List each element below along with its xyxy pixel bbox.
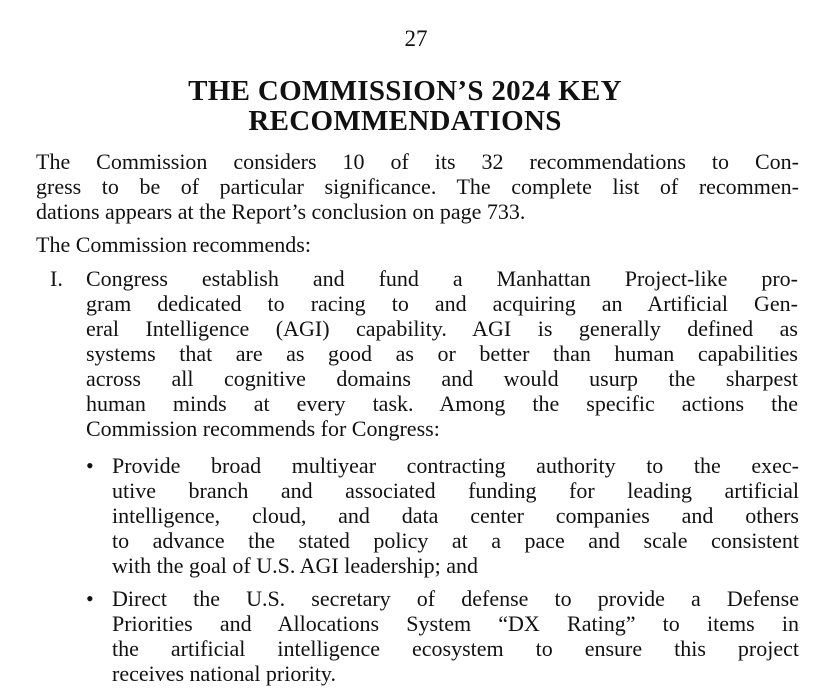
- recommendation-line-3: eral Intelligence (AGI) capability. AGI is generally defined as: [86, 316, 798, 341]
- bullet-dot-icon: •: [86, 453, 94, 478]
- bullet-1-line-3: intelligence, cloud, and data center companies and others: [112, 503, 799, 528]
- intro-paragraph: [36, 149, 799, 224]
- bullet-1-line-2: utive branch and associated funding for leading artificial: [112, 478, 799, 503]
- recommendation-numeral: I.: [50, 266, 63, 291]
- bullet-1-line-5: with the goal of U.S. AGI leadership; and: [112, 553, 478, 578]
- section-title-line-1: THE COMMISSION’S 2024 KEY: [188, 75, 622, 107]
- recommendation-line-5: across all cognitive domains and would usurp the sharpest: [86, 366, 798, 391]
- recommends-lead-in: [36, 232, 799, 257]
- recommendation-text: [86, 266, 798, 441]
- bullet-2-line-2: Priorities and Allocations System “DX Rating” to items in: [112, 611, 799, 636]
- recommendation-line-2: gram dedicated to racing to and acquiring an Artificial Gen-: [86, 291, 798, 316]
- recommendation-line-1: Congress establish and fund a Manhattan Project-like pro-: [86, 266, 798, 291]
- recommendation-line-7: Commission recommends for Congress:: [86, 416, 440, 441]
- bullet-2-line-4: receives national priority.: [112, 661, 336, 686]
- section-title: [60, 76, 750, 136]
- bullet-text: [112, 453, 799, 578]
- intro-line-3: dations appears at the Report’s conclusion on page 733.: [36, 199, 526, 224]
- intro-line-2: gress to be of particular significance. The complete list of recommen-: [36, 174, 799, 199]
- intro-line-1: The Commission considers 10 of its 32 recommendations to Con-: [36, 149, 799, 174]
- recommends-text: The Commission recommends:: [36, 232, 311, 257]
- recommendation-line-4: systems that are as good as or better than human capabilities: [86, 341, 798, 366]
- bullet-1-line-1: Provide broad multiyear contracting authority to the exec-: [112, 453, 799, 478]
- recommendation-line-6: human minds at every task. Among the specific actions the: [86, 391, 798, 416]
- bullet-1-line-4: to advance the stated policy at a pace and scale consistent: [112, 528, 799, 553]
- section-title-line-2: RECOMMENDATIONS: [248, 105, 562, 137]
- bullet-dot-icon: •: [86, 586, 94, 611]
- bullet-2-line-3: the artificial intelligence ecosystem to ensure this project: [112, 636, 799, 661]
- bullet-2-line-1: Direct the U.S. secretary of defense to provide a Defense: [112, 586, 799, 611]
- page-number: 27: [404, 26, 428, 51]
- bullet-text: [112, 586, 799, 686]
